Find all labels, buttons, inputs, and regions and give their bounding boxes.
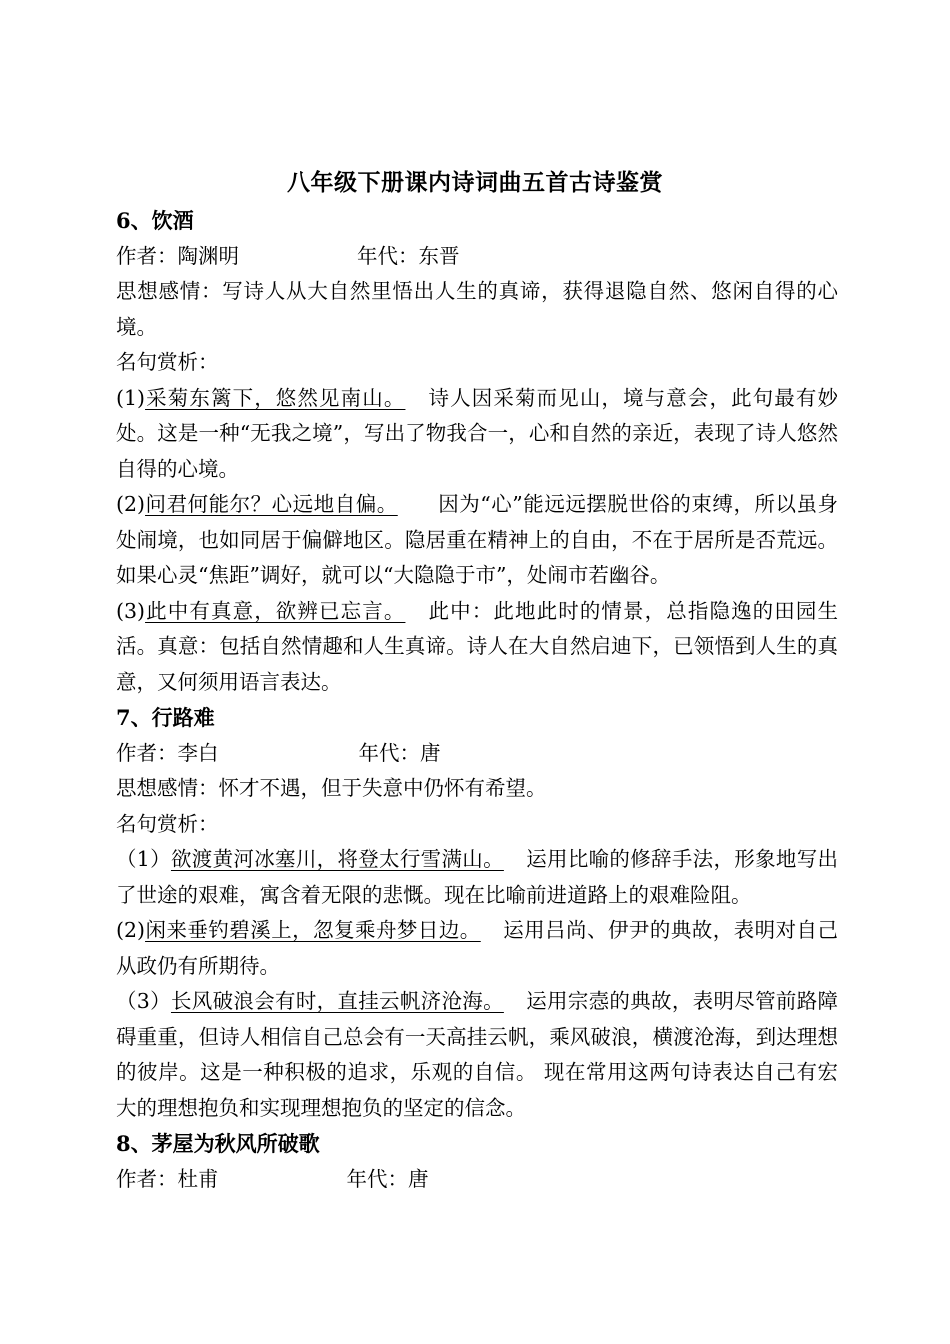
analysis-item [116, 913, 838, 984]
item-number: (3) [116, 598, 146, 623]
famous-label: 名句赏析： [116, 350, 219, 374]
quote-text: 长风破浪会有时，直挂云帆济沧海。 [170, 989, 504, 1013]
thought-text: 思想感情：怀才不遇，但于失意中仍怀有希望。 [116, 776, 547, 800]
analysis-text: 运用比喻的修辞手法，形象地写出了世途的艰难，寓含着无限的悲慨。现在比喻前进道路上的艰难险阻。 [116, 847, 839, 907]
quote-text: 欲渡黄河冰塞川，将登太行雪满山。 [170, 847, 504, 871]
analysis-item [116, 594, 838, 701]
analysis-item [116, 984, 838, 1126]
analysis-text: 诗人因采菊而见山，境与意会，此句最有妙处。这是一种“无我之境”，写出了物我合一，心和自然的亲近，表现了诗人悠然自得的心境。 [116, 385, 839, 481]
author-label: 作者：杜甫 [116, 1166, 219, 1191]
era-label: 年代：东晋 [357, 243, 460, 268]
analysis-text: 此中：此地此时的情景，总指隐逸的田园生活。真意：包括自然情趣和人生真谛。诗人在大自然启迪下，已领悟到人生的真意，又何须用语言表达。 [116, 598, 839, 694]
analysis-text: 因为“心”能远远摆脱世俗的束缚，所以虽身处闹境，也如同居于偏僻地区。隐居重在精神上的自由，不在于居所是否荒远。如果心灵“焦距”调好，就可以“大隐隐于市”，处闹市若幽谷。 [116, 492, 839, 587]
thought-text: 思想感情：写诗人从大自然里悟出人生的真谛，获得退隐自然、悠闲自得的心境。 [116, 279, 838, 339]
section-heading: 7、行路难 [116, 705, 215, 730]
section-heading: 8、茅屋为秋风所破歌 [116, 1131, 320, 1156]
quote-text: 问君何能尔？心远地自偏。 [145, 492, 398, 516]
quote-text: 此中有真意，欲辨已忘言。 [145, 598, 406, 623]
era-label: 年代：唐 [358, 740, 441, 765]
quote-text: 采菊东篱下，悠然见南山。 [145, 385, 406, 410]
era-label: 年代：唐 [346, 1166, 429, 1191]
item-number: （3） [116, 989, 171, 1013]
analysis-item [116, 842, 838, 913]
item-number: (1) [116, 385, 146, 410]
analysis-text: 运用吕尚、伊尹的典故，表明对自己从政仍有所期待。 [116, 918, 838, 978]
analysis-item [116, 487, 838, 594]
author-line [116, 239, 838, 275]
item-number: （1） [116, 847, 171, 871]
author-label: 作者：李白 [116, 740, 219, 765]
author-label: 作者：陶渊明 [116, 243, 239, 268]
author-line [116, 1162, 838, 1198]
quote-text: 闲来垂钓碧溪上，忽复乘舟梦日边。 [145, 918, 481, 942]
analysis-text: 运用宗悫的典故，表明尽管前路障碍重重，但诗人相信自己总会有一天高挂云帆，乘风破浪，横渡沧海，到达理想的彼岸。这是一种积极的追求，乐观的自信。 现在常用这两句诗表达自己有宏大的理想抱负和实现理想抱负的坚定的信念。 [116, 989, 839, 1120]
author-line [116, 736, 838, 772]
famous-label: 名句赏析： [116, 811, 219, 836]
page-title: 八年级下册课内诗词曲五首古诗鉴赏 [287, 169, 663, 196]
item-number: (2) [116, 492, 146, 516]
document-body [116, 203, 838, 1197]
section-heading: 6、饮酒 [116, 208, 194, 233]
analysis-item [116, 381, 838, 488]
item-number: (2) [116, 918, 146, 942]
